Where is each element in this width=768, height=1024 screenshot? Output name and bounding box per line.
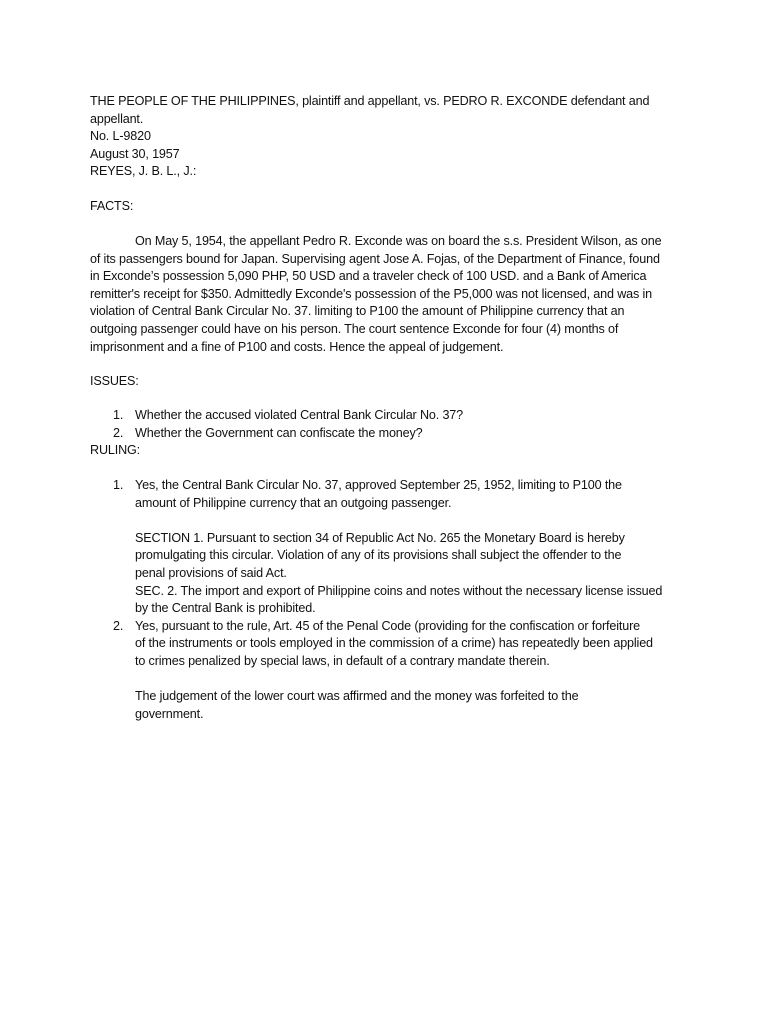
facts-line: in Exconde’s possession 5,090 PHP, 50 USD and a traveler check of 100 USD. and a Bank of America	[90, 269, 647, 284]
issue-text: Whether the accused violated Central Bank Circular No. 37?	[135, 408, 464, 422]
ruling-number: 1.	[113, 478, 124, 492]
case-date: August 30, 1957	[90, 146, 180, 161]
paragraph-gap	[135, 512, 690, 530]
ruling-line: amount of Philippine currency that an outgoing passenger.	[135, 495, 452, 510]
facts-line: violation of Central Bank Circular No. 37. limiting to P100 the amount of Philippine currency that an	[90, 304, 625, 319]
ruling-item-2	[90, 618, 690, 724]
issue-item	[90, 407, 690, 425]
ruling-line: Yes, the Central Bank Circular No. 37, approved September 25, 1952, limiting to P100 the	[135, 478, 622, 492]
issues-list	[90, 407, 690, 442]
facts-line: remitter's receipt for $350. Admittedly Exconde's possession of the P5,000 was not licensed, and was in	[90, 286, 652, 301]
case-header	[90, 93, 690, 181]
ruling-line: of the instruments or tools employed in the commission of a crime) has repeatedly been applied	[135, 636, 653, 651]
facts-section-heading	[90, 198, 690, 216]
case-title-line-1: THE PEOPLE OF THE PHILIPPINES, plaintiff and appellant, vs. PEDRO R. EXCONDE defendant and	[90, 94, 650, 108]
issue-number: 2.	[113, 425, 124, 440]
case-justice: REYES, J. B. L., J.:	[90, 164, 197, 179]
circular-section-line: SEC. 2. The import and export of Philippine coins and notes without the necessary license issued	[135, 583, 663, 598]
issue-item	[90, 425, 690, 443]
facts-paragraph	[90, 233, 690, 356]
ruling-section-heading	[90, 442, 690, 460]
facts-heading: FACTS:	[90, 199, 134, 213]
issues-heading: ISSUES:	[90, 374, 139, 388]
ruling-heading: RULING:	[90, 443, 141, 457]
paragraph-gap	[135, 671, 690, 689]
ruling-item-1	[90, 477, 690, 618]
facts-line: outgoing passenger could have on his person. The court sentence Exconde for four (4) months of	[90, 321, 619, 336]
circular-section-line: SECTION 1. Pursuant to section 34 of Republic Act No. 265 the Monetary Board is hereby	[135, 530, 625, 545]
conclusion-line: The judgement of the lower court was affirmed and the money was forfeited to the	[135, 689, 579, 704]
circular-section-line: by the Central Bank is prohibited.	[135, 601, 316, 616]
issues-section-heading	[90, 373, 690, 391]
case-title-line-2: appellant.	[90, 111, 144, 126]
ruling-line: Yes, pursuant to the rule, Art. 45 of the Penal Code (providing for the confiscation or forfeiture	[135, 618, 640, 633]
facts-line: On May 5, 1954, the appellant Pedro R. Exconde was on board the s.s. President Wilson, as one	[135, 234, 662, 248]
issue-text: Whether the Government can confiscate the money?	[135, 425, 423, 440]
issue-number: 1.	[113, 408, 124, 422]
circular-section-line: penal provisions of said Act.	[135, 565, 287, 580]
ruling-number: 2.	[113, 618, 124, 633]
case-number: No. L-9820	[90, 129, 151, 144]
facts-line: of its passengers bound for Japan. Supervising agent Jose A. Fojas, of the Department of Finance, found	[90, 251, 660, 266]
conclusion-line: government.	[135, 706, 204, 721]
circular-section-line: promulgating this circular. Violation of any of its provisions shall subject the offender to the	[135, 548, 622, 563]
ruling-list	[90, 477, 690, 723]
facts-line: imprisonment and a fine of P100 and costs. Hence the appeal of judgement.	[90, 339, 504, 354]
ruling-line: to crimes penalized by special laws, in default of a contrary mandate therein.	[135, 653, 550, 668]
